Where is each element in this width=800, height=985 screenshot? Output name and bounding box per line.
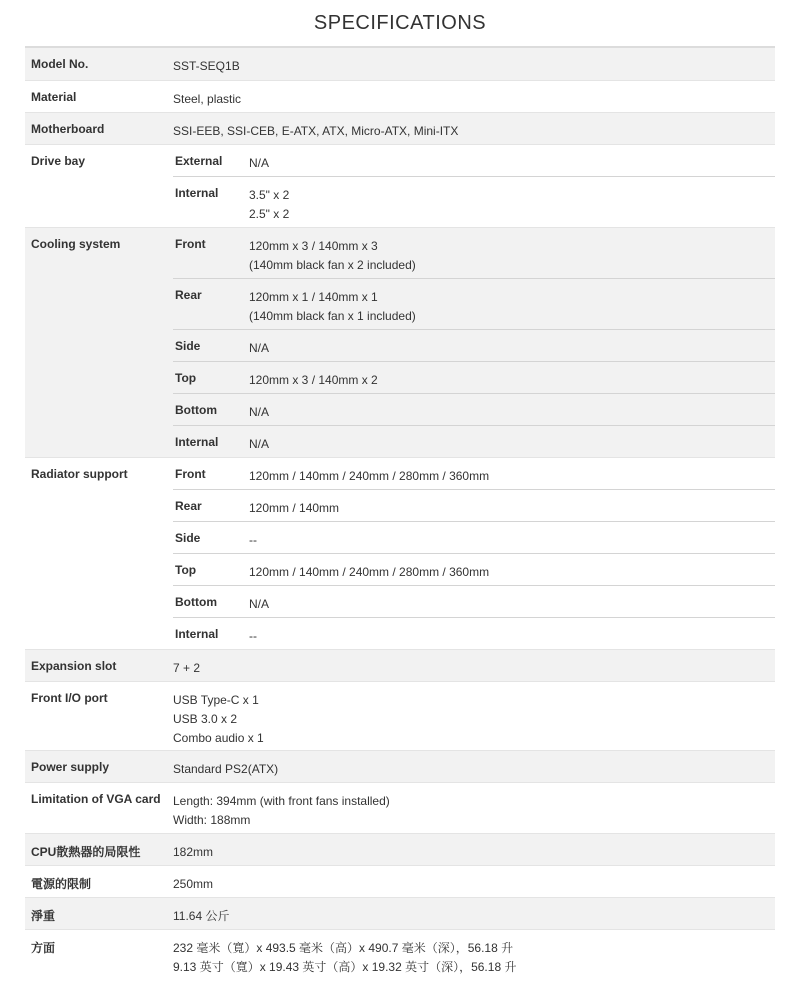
row-drive-bay [25,145,775,228]
sub-label: Side [175,531,201,545]
sub-value: 120mm / 140mm [249,501,340,515]
sub-row [173,490,775,522]
row-net-weight [25,898,775,930]
row-label: 電源的限制 [31,877,92,891]
row-value: Steel, plastic [173,92,242,106]
sub-label: Rear [175,288,202,302]
row-label: Expansion slot [31,659,117,673]
sub-label: Internal [175,186,219,200]
sub-value: 120mm / 140mm / 240mm / 280mm / 360mm [249,469,490,483]
sub-row [173,586,775,618]
row-cpu-cooler-limit [25,834,775,866]
row-label: Power supply [31,760,110,774]
row-label: Material [31,90,77,104]
sub-label: Front [175,237,206,251]
spec-table [25,46,775,980]
sub-row [173,362,775,394]
sub-value: N/A [249,405,270,419]
row-value: USB Type-C x 1 USB 3.0 x 2 Combo audio x 1 [173,693,264,745]
row-psu-limit [25,866,775,898]
sub-value: N/A [249,597,270,611]
row-material [25,81,775,113]
row-label: Motherboard [31,122,105,136]
sub-label: Top [175,563,197,577]
sub-row [173,522,775,554]
row-label: Radiator support [31,467,128,481]
row-power-supply [25,751,775,783]
page-title: SPECIFICATIONS [313,12,487,34]
sub-row [173,458,775,490]
sub-label: Rear [175,499,202,513]
row-value: 182mm [173,845,214,859]
sub-label: Internal [175,435,219,449]
sub-value: N/A [249,341,270,355]
row-value: Standard PS2(ATX) [173,762,279,776]
sub-label: Front [175,467,206,481]
sub-row [173,426,775,457]
sub-value: -- [249,629,257,643]
sub-label: Bottom [175,403,217,417]
sub-row [173,279,775,330]
sub-row [173,330,775,362]
row-radiator-support [25,458,775,650]
sub-label: Side [175,339,201,353]
sub-value: 120mm x 3 / 140mm x 3 (140mm black fan x 2 included) [249,239,416,272]
row-vga-limit [25,783,775,834]
sub-row [173,228,775,279]
sub-value: 120mm / 140mm / 240mm / 280mm / 360mm [249,565,490,579]
sub-row [173,145,775,177]
sub-row [173,618,775,649]
row-label: 淨重 [31,909,56,923]
row-label: Front I/O port [31,691,108,705]
sub-row [173,177,775,227]
row-cooling-system [25,228,775,458]
sub-row [173,394,775,426]
row-value: Length: 394mm (with front fans installed) Width: 188mm [173,794,390,827]
row-value: 250mm [173,877,214,891]
row-label: Drive bay [31,154,86,168]
sub-label: External [175,154,223,168]
row-front-io [25,682,775,751]
sub-label: Internal [175,627,219,641]
sub-value: N/A [249,437,270,451]
row-label: 方面 [31,941,56,955]
row-label: Model No. [31,57,89,71]
row-label: Cooling system [31,237,121,251]
sub-value: 120mm x 3 / 140mm x 2 [249,373,378,387]
row-value: SST-SEQ1B [173,59,240,73]
sub-value: -- [249,533,257,547]
sub-row [173,554,775,586]
row-model [25,48,775,81]
row-label: Limitation of VGA card [31,792,161,806]
row-value: 232 毫米（寬）x 493.5 毫米（高）x 490.7 毫米（深），56.18 升 9.13 英寸（寬）x 19.43 英寸（高）x 19.32 英寸（深），56.18 升 [173,941,517,974]
row-expansion-slot [25,650,775,682]
row-value: 7 + 2 [173,661,201,675]
sub-label: Top [175,371,197,385]
sub-value: N/A [249,156,270,170]
sub-value: 120mm x 1 / 140mm x 1 (140mm black fan x 1 included) [249,290,416,323]
row-value: 11.64 公斤 [173,909,230,923]
row-value: SSI-EEB, SSI-CEB, E-ATX, ATX, Micro-ATX, Mini-ITX [173,124,459,138]
sub-value: 3.5" x 2 2.5" x 2 [249,188,290,221]
sub-label: Bottom [175,595,217,609]
row-label: CPU散熱器的局限性 [31,845,141,859]
row-dimension [25,930,775,980]
row-motherboard [25,113,775,145]
